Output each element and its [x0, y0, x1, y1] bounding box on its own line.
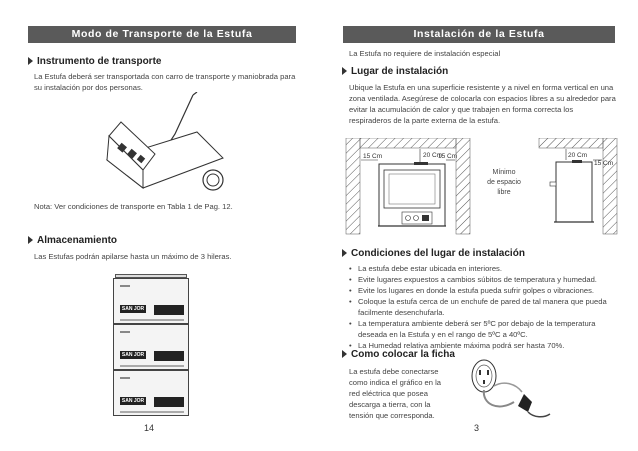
min-space-label-line3: libre [497, 189, 511, 196]
clearance-diagram [344, 138, 619, 236]
list-item: • La temperatura ambiente deberá ser 5ºC por debajo de la temperatura deseada en la Estufa y en el rango de 5ºC a 40ºC. [349, 318, 615, 340]
oven-brand-label: SAN JOR [121, 306, 145, 312]
plug-text: La estufa debe conectarse como indica el gráfico en la red eléctrica que posea descarga a tierra, con la tensión que corresponda. [349, 367, 442, 420]
stacked-oven-1 [113, 278, 189, 324]
triangle-bullet-icon [342, 350, 347, 358]
list-item: • La Humedad relativa ambiente máxima podrá ser hasta 70%. [349, 340, 615, 351]
oven-brand-label: SAN JOR [121, 398, 145, 404]
diagram-top-gap-label: 20 Cm [423, 152, 443, 159]
page-number: 14 [144, 423, 155, 433]
min-space-label-line1: Mínimo [492, 169, 516, 176]
installation-intro: La Estufa no requiere de instalación especial [349, 49, 501, 58]
conditions-section-title: Condiciones del lugar de instalación [342, 248, 525, 259]
diagram-side-top-gap-label: 20 Cm [568, 152, 588, 159]
location-section-title: Lugar de instalación [342, 66, 448, 77]
stacked-oven-3 [113, 370, 189, 416]
left-page-header: Modo de Transporte de la Estufa [28, 26, 296, 43]
list-item: • La estufa debe estar ubicada en interiores. [349, 263, 615, 274]
transport-cart-illustration [105, 92, 235, 200]
storage-text: Las Estufas podrán apilarse hasta un máximo de 3 hileras. [34, 252, 232, 261]
triangle-bullet-icon [342, 67, 347, 75]
triangle-bullet-icon [342, 249, 347, 257]
stacked-oven-2 [113, 324, 189, 370]
triangle-bullet-icon [28, 236, 33, 244]
oven-brand-label: SAN JOR [121, 352, 145, 358]
min-space-label-line2: de espacio [487, 179, 521, 186]
transport-note: Nota: Ver condiciones de transporte en Tabla 1 de Pag. 12. [34, 202, 233, 211]
right-page-header: Instalación de la Estufa [343, 26, 615, 43]
right-page [319, 0, 638, 451]
transport-text: La Estufa deberá ser transportada con carro de transporte y maniobrada para su instalación por dos personas. [34, 72, 296, 92]
conditions-list [349, 263, 615, 351]
diagram-left-gap-label: 15 Cm [363, 153, 383, 160]
list-item: • Coloque la estufa cerca de un enchufe de pared de tal manera que pueda facilmente desenchufarla. [349, 296, 615, 318]
diagram-side-right-gap-label: 15 Cm [594, 160, 614, 167]
plug-illustration [454, 356, 564, 424]
plug-section-title: Como colocar la ficha [342, 349, 455, 360]
transport-section-title: Instrumento de transporte [28, 56, 161, 67]
stacked-ovens-illustration [113, 274, 189, 416]
location-text: Ubique la Estufa en una superficie resistente y a nivel en forma vertical en una zona ventilada. Asegúrese de colocarla con espacios libres a su alrededor para evitar la acumulación de calor y que trabajen en forma correcta los respiraderos de la parte externa de la estufa. [349, 83, 616, 125]
page-number: 3 [474, 423, 480, 433]
diagram-right-gap-label: 15 Cm [438, 153, 458, 160]
triangle-bullet-icon [28, 57, 33, 65]
storage-section-title: Almacenamiento [28, 235, 117, 246]
list-item: • Evite los lugares en donde la estufa pueda sufrir golpes o vibraciones. [349, 285, 615, 296]
list-item: • Evite lugares expuestos a cambios súbitos de temperatura y humedad. [349, 274, 615, 285]
